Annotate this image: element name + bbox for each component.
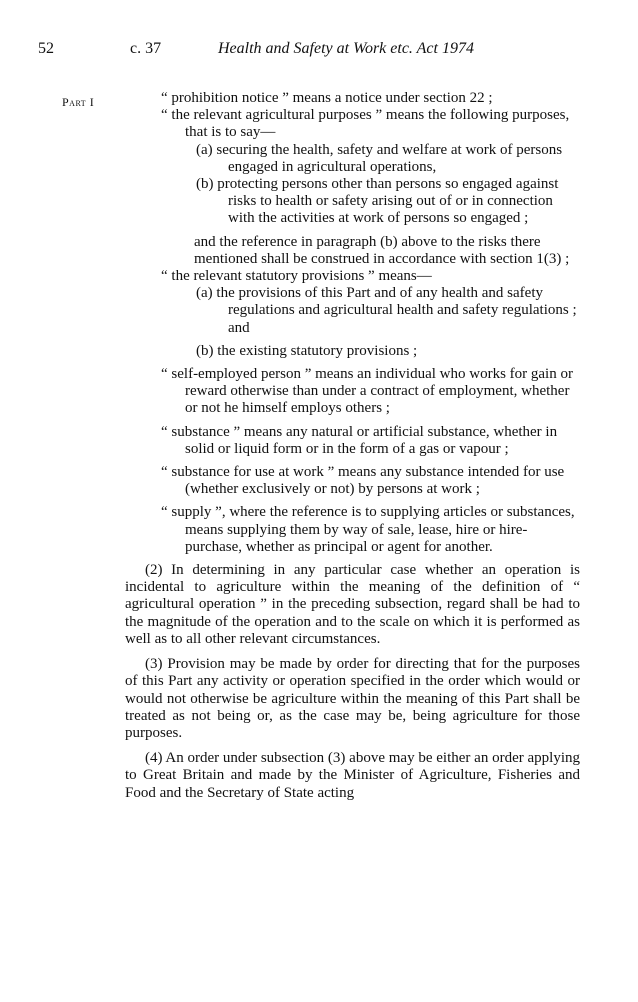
body-text: [125, 90, 580, 810]
purpose-item-a: (a) securing the health, safety and welfare at work of persons engaged in agricultural operations,: [196, 141, 563, 175]
definition-self-employed: “ self-employed person ” means an individual who works for gain or reward otherwise than under a contract of employment, whether or not he himself employs others ;: [161, 366, 573, 417]
definition-substance-at-work: “ substance for use at work ” means any substance intended for use (whether exclusively or not) by persons at work ;: [161, 464, 565, 498]
definition-supply: “ supply ”, where the reference is to supplying articles or substances, means supplying them by way of sale, lease, hire or hire-purchase, whether as principal or agent for another.: [161, 504, 575, 555]
running-title: Health and Safety at Work etc. Act 1974: [218, 40, 474, 57]
subsection-2: (2) In determining in any particular case whether an operation is incidental to agriculture within the meaning of the definition of “ agricultural operation ” in the preceding subsection, regard shall be had to the magnitude of the operation and to the scale on which it is performed as well as to all other relevant circumstances.: [125, 562, 580, 647]
definition-statutory-provisions: “ the relevant statutory provisions ” means—: [161, 268, 432, 285]
subsection-3: (3) Provision may be made by order for directing that for the purposes of this Part any activity or operation specified in the order which would or would not otherwise be agriculture within the meaning of this Part shall be treated as not being or, as the case may be, being agriculture for those purposes.: [125, 656, 580, 741]
statutory-item-b: (b) the existing statutory provisions ;: [196, 342, 418, 359]
definition-prohibition-notice: “ prohibition notice ” means a notice under section 22 ;: [161, 90, 493, 106]
purpose-item-b: (b) protecting persons other than persons so engaged against risks to health or safety arising out of or in connection with the activities at work of persons so engaged ;: [196, 176, 559, 227]
purposes-tail: and the reference in paragraph (b) above to the risks there mentioned shall be construed in accordance with section 1(3) ;: [194, 233, 570, 267]
definition-substance: “ substance ” means any natural or artificial substance, whether in solid or liquid form or in the form of a gas or vapour ;: [161, 423, 558, 457]
definition-agricultural-purposes: “ the relevant agricultural purposes ” means the following purposes, that is to say—: [161, 107, 570, 141]
margin-note-part: Part I: [62, 95, 95, 109]
subsection-4: (4) An order under subsection (3) above may be either an order applying to Great Britain and made by the Minister of Agriculture, Fisheries and Food and the Secretary of State acting: [125, 750, 580, 801]
statutory-item-a: (a) the provisions of this Part and of any health and safety regulations and agricultural health and safety regulations ; and: [196, 285, 577, 336]
chapter-number: c. 37: [130, 40, 162, 57]
page-number: 52: [38, 40, 54, 57]
